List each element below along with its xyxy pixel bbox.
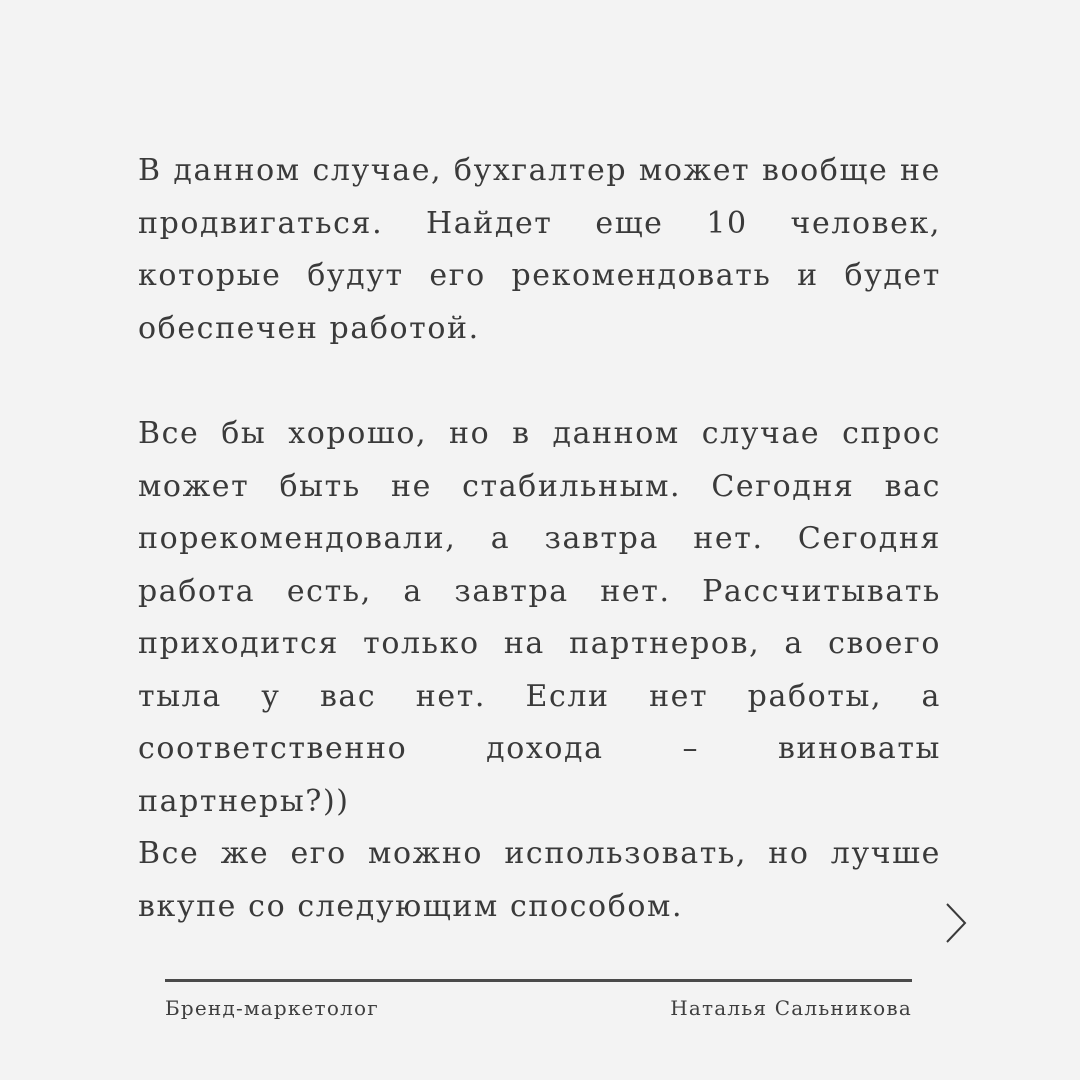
- main-text: [138, 145, 941, 933]
- paragraph-3: Все же его можно использовать, но лучше вкупе со следующим способом.: [138, 836, 941, 924]
- footer-role: Бренд-маркетолог: [165, 996, 379, 1020]
- paragraph-2: Все бы хорошо, но в данном случае спрос может быть не стабильным. Сегодня вас порекомендовали, а завтра нет. Сегодня работа есть, а завтра нет. Рассчитывать приходится только на партнеров, а своего тыла у вас нет. Если нет работы, а соответственно дохода – виноваты партнеры?)): [138, 416, 941, 819]
- paragraph-1: В данном случае, бухгалтер может вообще не продвигаться. Найдет еще 10 человек, которые будут его рекомендовать и будет обеспечен работой.: [138, 153, 941, 346]
- footer-divider: [165, 979, 912, 982]
- footer-author: Наталья Сальникова: [670, 996, 912, 1020]
- paragraph-gap: [138, 355, 941, 408]
- chevron-right-icon[interactable]: [944, 902, 968, 944]
